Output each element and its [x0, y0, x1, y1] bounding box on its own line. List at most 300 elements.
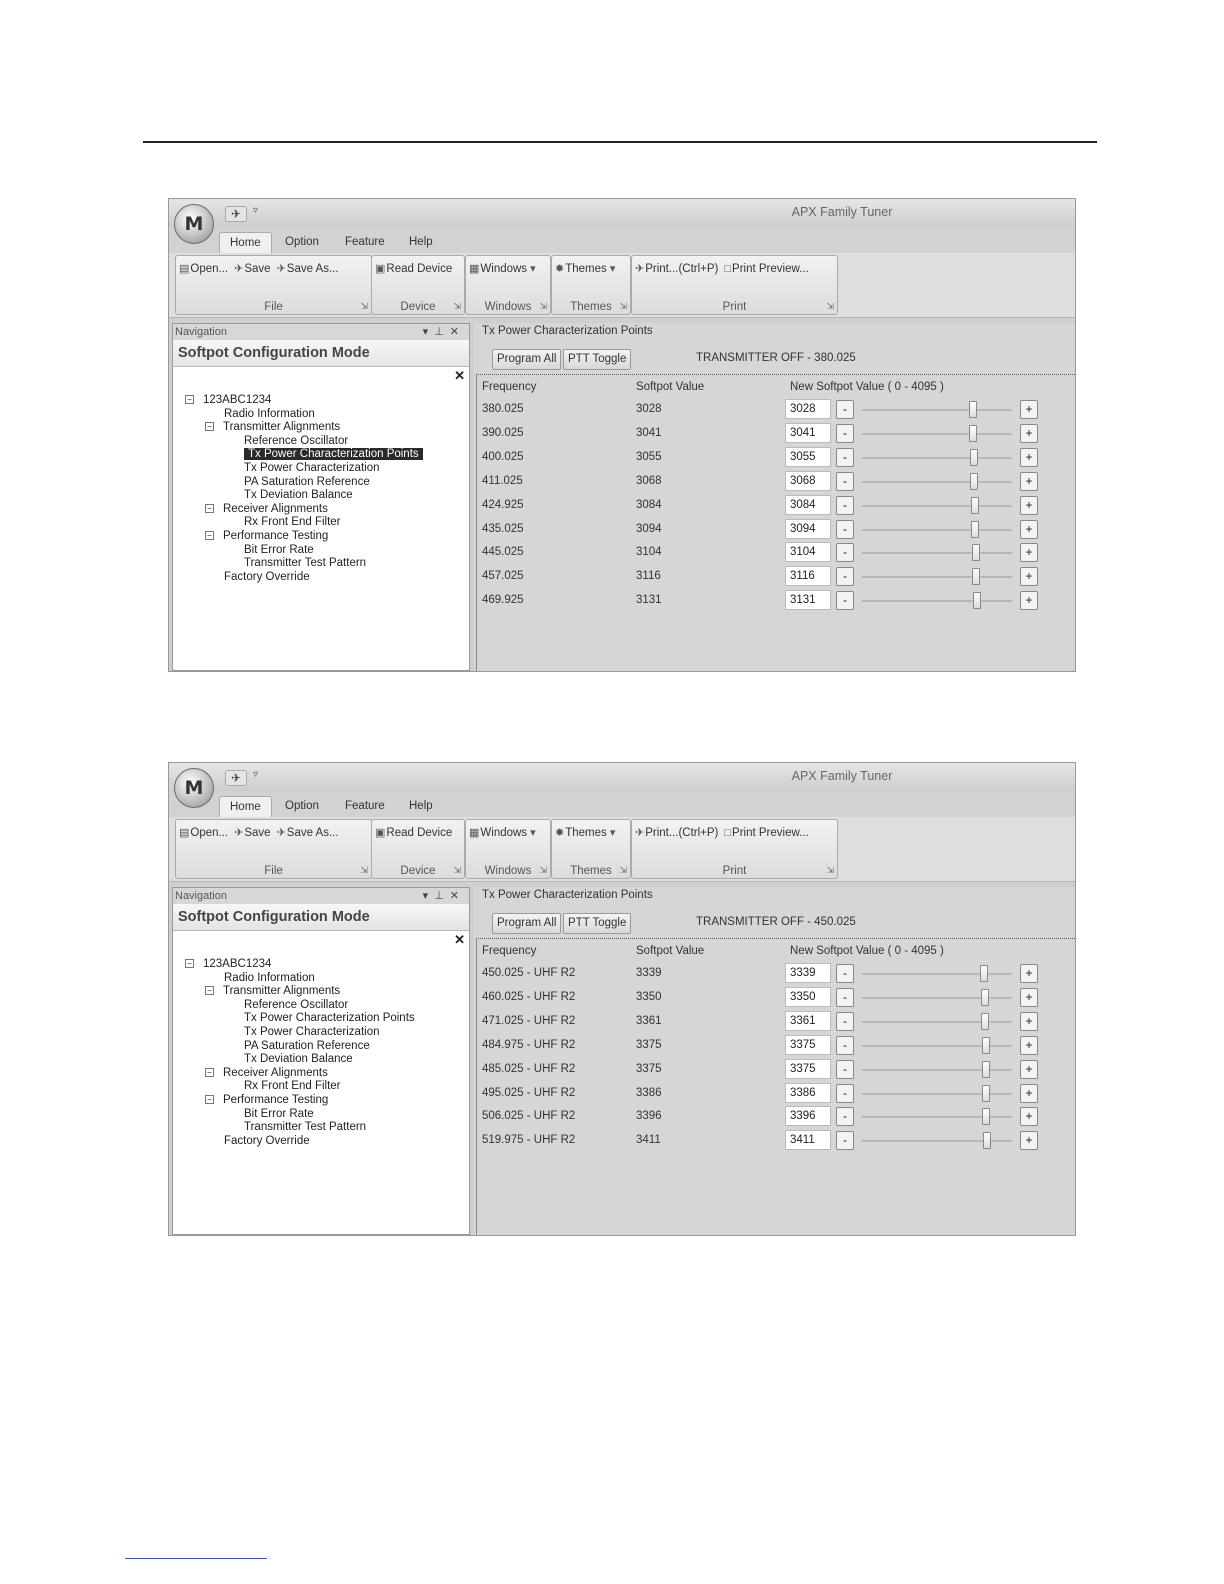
print-ctrl-p-button[interactable]: [635, 826, 718, 839]
decrement-button[interactable]: -: [836, 1131, 854, 1150]
tree-item-label: Tx Power Characterization Points: [244, 448, 423, 460]
dialog-launcher-icon[interactable]: ⇲: [826, 301, 834, 311]
column-header: New Softpot Value ( 0 - 4095 ): [790, 381, 944, 393]
softpot-value-cell: 3131: [636, 594, 662, 607]
quick-access-save-icon[interactable]: ✈: [225, 206, 247, 222]
tree-item[interactable]: [185, 1067, 415, 1081]
tree-item[interactable]: [185, 999, 415, 1013]
quick-access-dropdown-icon[interactable]: ▿: [253, 205, 259, 216]
tree-item-label: Transmitter Test Pattern: [244, 557, 367, 570]
increment-button[interactable]: +: [1020, 472, 1038, 491]
softpot-slider[interactable]: [862, 973, 1012, 975]
softpot-slider[interactable]: [862, 576, 1012, 578]
increment-button[interactable]: +: [1020, 988, 1038, 1007]
ribbon-tabs: [169, 791, 1075, 817]
table-row: [477, 399, 1075, 423]
decrement-button[interactable]: -: [836, 964, 854, 983]
decrement-button[interactable]: -: [836, 1012, 854, 1031]
tree-item[interactable]: [185, 1094, 415, 1108]
increment-button[interactable]: +: [1020, 1131, 1038, 1150]
tree-item[interactable]: [185, 530, 423, 544]
new-softpot-input[interactable]: 3411: [785, 1130, 831, 1150]
tree-item[interactable]: [185, 1053, 415, 1067]
save-button[interactable]: [234, 826, 270, 839]
increment-button[interactable]: +: [1020, 448, 1038, 467]
tree-item[interactable]: [185, 489, 423, 503]
softpot-slider[interactable]: [862, 481, 1012, 483]
program-all-button[interactable]: Program All: [492, 349, 561, 370]
ribbon-group-print: [631, 819, 838, 879]
new-softpot-input[interactable]: 3396: [785, 1106, 831, 1126]
themes-button[interactable]: [555, 262, 616, 275]
tree-item[interactable]: [185, 1121, 415, 1135]
decrement-button[interactable]: -: [836, 1060, 854, 1079]
ptt-toggle-button[interactable]: PTT Toggle: [563, 913, 631, 934]
ribbon-group-label: Print: [722, 301, 747, 313]
decrement-button[interactable]: -: [836, 591, 854, 610]
window-title: APX Family Tuner: [791, 205, 893, 219]
windows-label: Windows: [480, 827, 528, 839]
softpot-value-cell: 3386: [636, 1086, 662, 1099]
tree-item-label: Tx Power Characterization: [244, 1025, 380, 1038]
softpot-slider[interactable]: [862, 1069, 1012, 1071]
transmitter-status: TRANSMITTER OFF - 380.025: [696, 352, 856, 364]
collapse-icon[interactable]: −: [205, 1068, 214, 1077]
softpot-slider[interactable]: [862, 457, 1012, 459]
tree-item-label: 123ABC1234: [203, 394, 272, 406]
new-softpot-input[interactable]: 3068: [785, 471, 831, 491]
close-icon[interactable]: ✕: [449, 890, 465, 902]
collapse-icon[interactable]: −: [185, 395, 194, 404]
open-label: Open...: [190, 263, 229, 275]
ribbon-group-device: [371, 819, 465, 879]
ribbon-tabs: [169, 227, 1075, 253]
dialog-launcher-icon[interactable]: ⇲: [453, 865, 461, 875]
decrement-button[interactable]: -: [836, 472, 854, 491]
decrement-button[interactable]: -: [836, 1107, 854, 1126]
pin-icon[interactable]: ⊥: [434, 890, 450, 902]
ribbon-group-label: File: [264, 301, 283, 313]
program-all-button[interactable]: Program All: [492, 913, 561, 934]
close-icon[interactable]: ✕: [449, 326, 465, 338]
decrement-button[interactable]: -: [836, 496, 854, 515]
frequency-cell: 424.925: [482, 498, 524, 511]
ribbon-group-label: Windows: [484, 301, 532, 313]
tree-item[interactable]: [185, 571, 423, 585]
tab-home[interactable]: Home: [219, 796, 272, 817]
tree-item[interactable]: [185, 476, 423, 490]
tree-item[interactable]: [185, 408, 423, 422]
pane-menu-icon[interactable]: ▾: [422, 326, 435, 338]
navigation-pane: [172, 887, 470, 1235]
slider-thumb[interactable]: [982, 1085, 990, 1102]
collapse-icon[interactable]: −: [205, 504, 214, 513]
tree-item[interactable]: [185, 1080, 415, 1094]
softpot-value-cell: 3375: [636, 1062, 662, 1075]
tree-close-icon[interactable]: ✕: [454, 368, 465, 383]
dialog-launcher-icon[interactable]: ⇲: [360, 865, 368, 875]
table-row: [477, 1130, 1075, 1154]
tree-item[interactable]: [185, 985, 415, 999]
softpot-slider[interactable]: [862, 1140, 1012, 1142]
tree-item[interactable]: [185, 421, 423, 435]
themes-label: Themes: [565, 263, 607, 275]
softpot-value-cell: 3116: [636, 570, 661, 583]
increment-button[interactable]: +: [1020, 424, 1038, 443]
transmitter-status: TRANSMITTER OFF - 450.025: [696, 916, 856, 928]
decrement-button[interactable]: -: [836, 543, 854, 562]
ribbon-group-label: Themes: [570, 301, 612, 313]
tab-option[interactable]: Option: [285, 236, 319, 248]
new-softpot-input[interactable]: 3055: [785, 447, 831, 467]
tree-item-label: 123ABC1234: [203, 958, 272, 970]
frequency-cell: 471.025 - UHF R2: [482, 1014, 576, 1027]
tree-item[interactable]: [185, 448, 423, 462]
ribbon-group-label: Device: [400, 301, 436, 313]
tree-item[interactable]: [185, 1108, 415, 1122]
tree-item-label: Tx Deviation Balance: [244, 1053, 353, 1066]
window-title: APX Family Tuner: [791, 769, 893, 783]
save-as-button[interactable]: [277, 262, 339, 275]
column-header: Frequency: [482, 381, 537, 393]
tab-feature[interactable]: Feature: [345, 236, 385, 248]
application-menu-button[interactable]: [174, 204, 214, 244]
dropdown-arrow-icon: ▾: [527, 263, 536, 275]
new-softpot-input[interactable]: 3131: [785, 590, 831, 610]
tree-item-label: Bit Error Rate: [244, 543, 314, 556]
panel-title: Tx Power Characterization Points: [482, 325, 653, 337]
tree-item[interactable]: [185, 972, 415, 986]
increment-button[interactable]: +: [1020, 543, 1038, 562]
ribbon-group-label: Themes: [570, 865, 612, 877]
table-row: [477, 447, 1075, 471]
quick-access-dropdown-icon[interactable]: ▿: [253, 769, 259, 780]
slider-thumb[interactable]: [981, 1013, 989, 1030]
read-device-button[interactable]: [375, 262, 452, 275]
softpot-slider[interactable]: [862, 1116, 1012, 1118]
dialog-launcher-icon[interactable]: ⇲: [619, 301, 627, 311]
save-as-icon: ✈: [276, 263, 286, 275]
open-icon: ▤: [179, 263, 190, 275]
read-device-button[interactable]: [375, 826, 452, 839]
increment-button[interactable]: +: [1020, 1107, 1038, 1126]
tree-item[interactable]: [185, 544, 423, 558]
tree-item-label: Tx Power Characterization: [244, 461, 380, 474]
table-row: [477, 566, 1075, 590]
ribbon-group-windows: [465, 819, 551, 879]
column-header: New Softpot Value ( 0 - 4095 ): [790, 945, 944, 957]
dialog-launcher-icon[interactable]: ⇲: [826, 865, 834, 875]
decrement-button[interactable]: -: [836, 520, 854, 539]
increment-button[interactable]: +: [1020, 1060, 1038, 1079]
softpot-value-cell: 3361: [636, 1014, 662, 1027]
ribbon-group-themes: [551, 255, 631, 315]
tree-close-icon[interactable]: ✕: [454, 932, 465, 947]
tree-item[interactable]: [185, 516, 423, 530]
softpot-slider[interactable]: [862, 997, 1012, 999]
windows-button[interactable]: [469, 826, 537, 839]
frequency-cell: 450.025 - UHF R2: [482, 967, 576, 979]
themes-icon: ✹: [555, 827, 565, 839]
new-softpot-input[interactable]: 3094: [785, 519, 831, 539]
tree-item[interactable]: [185, 462, 423, 476]
tree-item-label: Bit Error Rate: [244, 1107, 314, 1120]
slider-thumb[interactable]: [982, 1061, 990, 1078]
new-softpot-input[interactable]: 3361: [785, 1011, 831, 1031]
increment-button[interactable]: +: [1020, 591, 1038, 610]
slider-thumb[interactable]: [971, 521, 979, 538]
softpot-value-cell: 3396: [636, 1110, 662, 1123]
navigation-title: Navigation: [175, 890, 227, 902]
slider-thumb[interactable]: [970, 473, 978, 490]
frequency-cell: 445.025: [482, 546, 524, 559]
save-as-icon: ✈: [276, 827, 286, 839]
open-button[interactable]: [179, 262, 228, 275]
tree-item[interactable]: [185, 394, 423, 408]
save-label: Save: [244, 263, 271, 275]
screenshot-1: [168, 198, 1076, 672]
ptt-toggle-button[interactable]: PTT Toggle: [563, 349, 631, 370]
tree-item-label: Performance Testing: [223, 1093, 329, 1106]
table-row: [477, 495, 1075, 519]
softpot-value-cell: 3375: [636, 1038, 662, 1051]
tree-item[interactable]: [185, 1012, 415, 1026]
navigation-header: [173, 324, 469, 340]
ribbon-group-label: Print: [722, 865, 747, 877]
softpot-slider[interactable]: [862, 433, 1012, 435]
tab-feature[interactable]: Feature: [345, 800, 385, 812]
tree-item-label: Transmitter Alignments: [223, 421, 341, 434]
tree-item[interactable]: [185, 503, 423, 517]
print-preview-icon: □: [724, 827, 732, 839]
tab-help[interactable]: Help: [409, 800, 433, 812]
mode-title: Softpot Configuration Mode: [173, 340, 469, 367]
softpot-slider[interactable]: [862, 529, 1012, 531]
tab-option[interactable]: Option: [285, 800, 319, 812]
pane-menu-icon[interactable]: ▾: [422, 890, 435, 902]
new-softpot-input[interactable]: 3375: [785, 1035, 831, 1055]
ribbon-group-label: File: [264, 865, 283, 877]
dropdown-arrow-icon: ▾: [527, 827, 536, 839]
table-row: [477, 1035, 1075, 1059]
new-softpot-input[interactable]: 3084: [785, 495, 831, 515]
slider-thumb[interactable]: [970, 449, 978, 466]
slider-thumb[interactable]: [981, 989, 989, 1006]
table-row: [477, 471, 1075, 495]
navigation-tree: [185, 958, 415, 1148]
softpot-value-cell: 3411: [636, 1134, 661, 1147]
print-ctrl-p-button[interactable]: [635, 262, 718, 275]
new-softpot-input[interactable]: 3386: [785, 1083, 831, 1103]
slider-thumb[interactable]: [971, 497, 979, 514]
frequency-cell: 400.025: [482, 450, 524, 463]
windows-button[interactable]: [469, 262, 537, 275]
tree-item-label: Tx Power Characterization Points: [244, 1012, 415, 1025]
open-button[interactable]: [179, 826, 228, 839]
increment-button[interactable]: +: [1020, 496, 1038, 515]
softpot-value-cell: 3339: [636, 967, 662, 979]
softpot-slider[interactable]: [862, 505, 1012, 507]
slider-thumb[interactable]: [969, 425, 977, 442]
mode-title: Softpot Configuration Mode: [173, 904, 469, 931]
ribbon-group-file: [175, 255, 372, 315]
slider-thumb[interactable]: [972, 544, 980, 561]
tree-item-label: Reference Oscillator: [244, 998, 349, 1011]
softpot-slider[interactable]: [862, 1093, 1012, 1095]
read-device-label: Read Device: [386, 827, 453, 839]
tree-item-label: Rx Front End Filter: [244, 1080, 341, 1093]
slider-thumb[interactable]: [983, 1132, 991, 1149]
frequency-cell: 495.025 - UHF R2: [482, 1086, 576, 1099]
save-as-label: Save As...: [286, 263, 339, 275]
save-as-label: Save As...: [286, 827, 339, 839]
new-softpot-input[interactable]: 3339: [785, 963, 831, 983]
motorola-logo-icon: M: [184, 777, 204, 799]
dropdown-arrow-icon: ▾: [606, 263, 616, 275]
softpot-slider[interactable]: [862, 1045, 1012, 1047]
windows-icon: ▦: [469, 827, 480, 839]
frequency-cell: 411.025: [482, 474, 523, 487]
frequency-cell: 469.925: [482, 594, 524, 607]
collapse-icon[interactable]: −: [205, 531, 214, 540]
windows-icon: ▦: [469, 263, 480, 275]
increment-button[interactable]: +: [1020, 567, 1038, 586]
slider-thumb[interactable]: [973, 592, 981, 609]
tree-item-label: Transmitter Test Pattern: [244, 1121, 367, 1134]
open-label: Open...: [190, 827, 229, 839]
table-row: [477, 423, 1075, 447]
new-softpot-input[interactable]: 3116: [785, 566, 831, 586]
softpot-slider[interactable]: [862, 409, 1012, 411]
column-header: Softpot Value: [636, 381, 705, 393]
decrement-button[interactable]: -: [836, 400, 854, 419]
tree-item-label: Factory Override: [224, 570, 310, 583]
save-button[interactable]: [234, 262, 270, 275]
themes-button[interactable]: [555, 826, 616, 839]
save-icon: ✈: [234, 263, 244, 275]
save-as-button[interactable]: [277, 826, 339, 839]
print-ctrl-p-label: Print...(Ctrl+P): [645, 827, 719, 839]
decrement-button[interactable]: -: [836, 988, 854, 1007]
increment-button[interactable]: +: [1020, 1084, 1038, 1103]
slider-thumb[interactable]: [980, 965, 988, 982]
decrement-button[interactable]: -: [836, 567, 854, 586]
decrement-button[interactable]: -: [836, 1036, 854, 1055]
tree-item-label: Receiver Alignments: [223, 502, 328, 515]
tree-item[interactable]: [185, 1040, 415, 1054]
frequency-cell: 460.025 - UHF R2: [482, 990, 576, 1003]
slider-thumb[interactable]: [972, 568, 980, 585]
new-softpot-input[interactable]: 3041: [785, 423, 831, 443]
slider-thumb[interactable]: [982, 1108, 990, 1125]
print-preview-label: Print Preview...: [732, 263, 809, 275]
ribbon: [169, 253, 1075, 318]
table-row: [477, 1011, 1075, 1035]
frequency-cell: 519.975 - UHF R2: [482, 1134, 576, 1147]
tree-item[interactable]: [185, 958, 415, 972]
tree-item-label: Receiver Alignments: [223, 1066, 328, 1079]
softpot-value-cell: 3104: [636, 546, 662, 559]
page-top-rule: [143, 141, 1097, 143]
collapse-icon[interactable]: −: [205, 1095, 214, 1104]
dialog-launcher-icon[interactable]: ⇲: [360, 301, 368, 311]
tree-item[interactable]: [185, 435, 423, 449]
ribbon-group-print: [631, 255, 838, 315]
print-ctrl-p-label: Print...(Ctrl+P): [645, 263, 719, 275]
windows-label: Windows: [480, 263, 528, 275]
dialog-launcher-icon[interactable]: ⇲: [619, 865, 627, 875]
softpot-slider[interactable]: [862, 552, 1012, 554]
tree-item[interactable]: [185, 1026, 415, 1040]
table-row: [477, 590, 1075, 614]
print-preview-button[interactable]: [724, 263, 808, 275]
new-softpot-input[interactable]: 3104: [785, 542, 831, 562]
application-menu-button[interactable]: [174, 768, 214, 808]
increment-button[interactable]: +: [1020, 1012, 1038, 1031]
softpot-slider[interactable]: [862, 600, 1012, 602]
frequency-cell: 484.975 - UHF R2: [482, 1038, 576, 1051]
softpot-value-cell: 3055: [636, 450, 662, 463]
themes-icon: ✹: [555, 263, 565, 275]
tree-item[interactable]: [185, 1135, 415, 1149]
slider-thumb[interactable]: [982, 1037, 990, 1054]
softpot-slider[interactable]: [862, 1021, 1012, 1023]
decrement-button[interactable]: -: [836, 1084, 854, 1103]
increment-button[interactable]: +: [1020, 1036, 1038, 1055]
collapse-icon[interactable]: −: [185, 959, 194, 968]
softpot-value-cell: 3084: [636, 498, 662, 511]
decrement-button[interactable]: -: [836, 424, 854, 443]
dialog-launcher-icon[interactable]: ⇲: [539, 865, 547, 875]
table-row: [477, 1059, 1075, 1083]
column-header: Frequency: [482, 945, 537, 957]
tab-help[interactable]: Help: [409, 236, 433, 248]
navigation-header: [173, 888, 469, 904]
tree-item-label: Factory Override: [224, 1134, 310, 1147]
quick-access-save-icon[interactable]: ✈: [225, 770, 247, 786]
tree-item[interactable]: [185, 557, 423, 571]
ribbon-group-label: Windows: [484, 865, 532, 877]
save-label: Save: [244, 827, 271, 839]
new-softpot-input[interactable]: 3028: [785, 399, 831, 419]
themes-label: Themes: [565, 827, 607, 839]
slider-thumb[interactable]: [969, 401, 977, 418]
increment-button[interactable]: +: [1020, 400, 1038, 419]
ribbon-group-windows: [465, 255, 551, 315]
increment-button[interactable]: +: [1020, 964, 1038, 983]
page-footnote-rule: [125, 1558, 267, 1559]
new-softpot-input[interactable]: 3350: [785, 987, 831, 1007]
tree-item-label: PA Saturation Reference: [244, 1039, 370, 1052]
dialog-launcher-icon[interactable]: ⇲: [539, 301, 547, 311]
screenshot-2: [168, 762, 1076, 1236]
dialog-launcher-icon[interactable]: ⇲: [453, 301, 461, 311]
decrement-button[interactable]: -: [836, 448, 854, 467]
pin-icon[interactable]: ⊥: [434, 326, 450, 338]
increment-button[interactable]: +: [1020, 520, 1038, 539]
collapse-icon[interactable]: −: [205, 422, 214, 431]
print-preview-button[interactable]: [724, 827, 808, 839]
navigation-pane: [172, 323, 470, 671]
ribbon: [169, 817, 1075, 882]
tree-item-label: PA Saturation Reference: [244, 475, 370, 488]
panel-title: Tx Power Characterization Points: [482, 889, 653, 901]
tab-home[interactable]: Home: [219, 232, 272, 253]
collapse-icon[interactable]: −: [205, 986, 214, 995]
new-softpot-input[interactable]: 3375: [785, 1059, 831, 1079]
navigation-tree: [185, 394, 423, 584]
softpot-value-cell: 3041: [636, 426, 662, 439]
